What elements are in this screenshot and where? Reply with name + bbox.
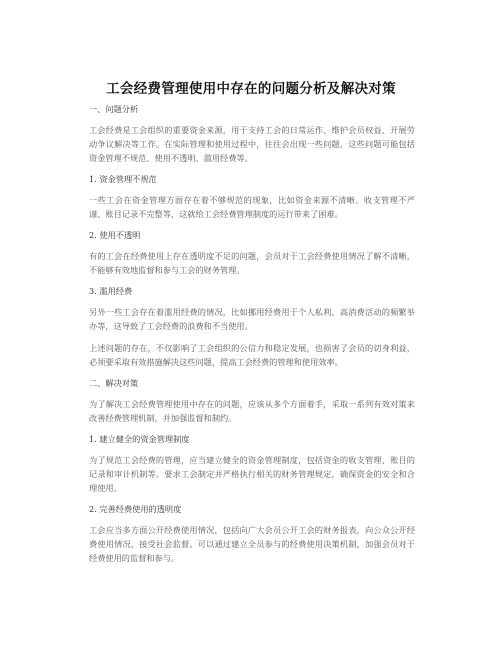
- subheading-transparency: 2. 使用不透明: [89, 230, 141, 240]
- subheading-management-system: 1. 建立健全的资金管理制度: [89, 434, 190, 444]
- subheading-misuse: 3. 滥用经费: [89, 286, 133, 296]
- paragraph-solutions-intro: 为了解决工会经费管理使用中存在的问题，应该从多个方面着手，采取一系列有效对策来改善经费管理机制，并加强监督和制约。: [89, 399, 415, 423]
- subheading-fund-management: 1. 资金管理不规范: [89, 174, 157, 184]
- paragraph-management-system: 为了规范工会经费的管理，应当建立健全的资金管理制度，包括资金的收支管理、账目的记录和审计机制等。要求工会制定并严格执行相关的财务管理规定，确保资金的安全和合理使用。: [89, 455, 415, 493]
- section-heading-solutions: 二、解决对策: [89, 378, 139, 388]
- subheading-improve-transparency: 2. 完善经费使用的透明度: [89, 504, 182, 514]
- paragraph-improve-transparency: 工会应当多方面公开经费使用情况，包括向广大会员公开工会的财务报表，向公众公开经费使用情况，接受社会监督。可以通过建立全员参与的经费使用决策机制，加强会员对于经费使用的监督和参与。: [89, 525, 415, 563]
- section-heading-problem-analysis: 一、问题分析: [89, 104, 139, 114]
- paragraph-misuse: 另外一些工会存在着滥用经费的情况，比如挪用经费用于个人私利、高消费活动的频繁举办等，这导致了工会经费的浪费和不当使用。: [89, 307, 415, 331]
- paragraph-fund-management: 一些工会在资金管理方面存在着不够规范的现象，比如资金来源不清晰、收支管理不严谨、账目记录不完整等，这就给工会经费管理制度的运行带来了困难。: [89, 195, 415, 219]
- document-title: 工会经费管理使用中存在的问题分析及解决对策: [106, 81, 396, 97]
- document-body: [89, 103, 415, 573]
- paragraph-impact: 上述问题的存在，不仅影响了工会组织的公信力和稳定发展，也损害了会员的切身利益，必须要采取有效措施解决这些问题，提高工会经费的管理和使用效率。: [89, 343, 415, 367]
- paragraph-intro: 工会经费是工会组织的重要资金来源，用于支持工会的日常运作、维护会员权益、开展劳动争议解决等工作。在实际管理和使用过程中，往往会出现一些问题，这些问题可能包括资金管理不规范、使用不透明、滥用经费等。: [89, 125, 415, 163]
- paragraph-transparency: 有的工会在经费使用上存在透明度不足的问题，会员对于工会经费使用情况了解不清晰，不能够有效地监督和参与工会的财务管理。: [89, 251, 415, 275]
